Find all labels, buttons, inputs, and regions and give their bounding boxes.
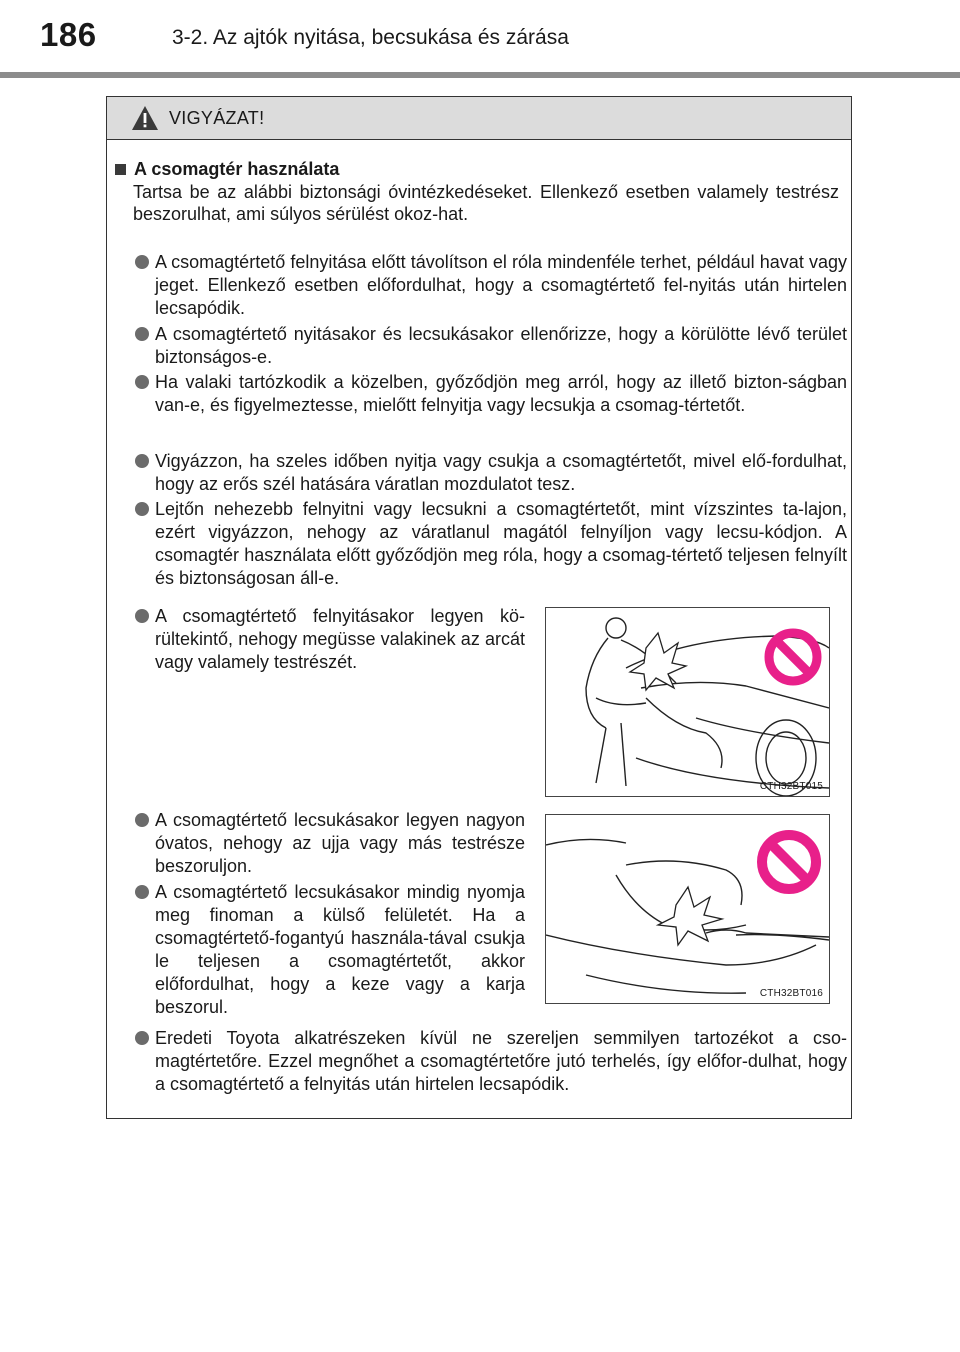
bullet-dot-icon — [135, 609, 149, 623]
bullet-dot-icon — [135, 502, 149, 516]
bullet-text: A csomagtértető felnyitásakor legyen kö-rültekintő, nehogy megüsse valakinek az arcát vagy valamely testrészét. — [155, 606, 525, 672]
bullet-text: A csomagtértető felnyitása előtt távolítson el róla mindenféle terhet, például havat vagy jeget. Ellenkező esetben előfordulhat, hogy a csomagtértető fel-nyitás után hirtelen lecsapódik. — [155, 252, 847, 318]
bullet-dot-icon — [135, 1031, 149, 1045]
heading-text: A csomagtér használata — [134, 159, 340, 179]
bullet-item — [155, 1027, 847, 1096]
bullet-item — [155, 881, 525, 1019]
bullet-item — [155, 323, 847, 369]
bullet-dot-icon — [135, 255, 149, 269]
figure-trunk-closing — [545, 814, 830, 1004]
page-number: 186 — [40, 16, 97, 53]
bullet-text: Lejtőn nehezebb felnyitni vagy lecsukni a csomagtértetőt, mint vízszintes ta-lajon, ezért vigyázzon, nehogy az váratlanul magától felnyíljon vagy lecsu-kódjon. A csomagtér használata előtt győződjön meg róla, hogy a csomag-tértető teljesen felnyílt és biztonságosan áll-e. — [155, 499, 847, 588]
figure-code: CTH32BT016 — [759, 988, 823, 999]
no-entry-icon — [764, 628, 822, 686]
bullet-text: Eredeti Toyota alkatrészeken kívül ne szereljen semmilyen tartozékot a cso-magtértetőre. Ezzel megnőhet a csomagtértetőre jutó terhelés, így előfor-dulhat, hogy a csomagtértető a felnyitás után hirtelen lecsapódik. — [155, 1028, 847, 1094]
bullet-item — [155, 251, 847, 320]
no-entry-icon — [756, 829, 822, 895]
section-title: 3-2. Az ajtók nyitása, becsukása és zárása — [172, 26, 569, 49]
warning-triangle-icon — [131, 105, 159, 131]
figure-code: CTH32BT015 — [759, 781, 823, 792]
bullet-item — [155, 809, 525, 878]
intro-text: Tartsa be az alábbi biztonsági óvintézkedéseket. Ellenkező esetben valamely testrész beszorulhat, ami súlyos sérülést okoz-hat. — [133, 182, 839, 224]
bullet-text: A csomagtértető lecsukásakor legyen nagyon óvatos, nehogy az ujja vagy más testrésze beszoruljon. — [155, 810, 525, 876]
warning-header — [107, 97, 851, 140]
figure-trunk-opening — [545, 607, 830, 797]
bullet-text: A csomagtértető lecsukásakor mindig nyomja meg finoman a külső felületét. Ha a csomagtértető-fogantyú használa-tával csukja le teljesen a csomagtértetőt, akkor előfordulhat, hogy a keze vagy a karja beszorul. — [155, 882, 525, 1017]
bullet-text: Ha valaki tartózkodik a közelben, győződjön meg arról, hogy az illető bizton-ságban van-e, és figyelmeztesse, mielőtt felnyitja vagy lecsukja a csomag-tértetőt. — [155, 372, 847, 415]
bullet-item — [155, 450, 847, 496]
square-bullet-icon — [115, 164, 126, 175]
header-rule — [0, 72, 960, 78]
bullet-dot-icon — [135, 327, 149, 341]
warning-box — [106, 96, 852, 1119]
bullet-dot-icon — [135, 885, 149, 899]
warning-label: VIGYÁZAT! — [169, 107, 265, 128]
bullet-dot-icon — [135, 375, 149, 389]
warning-heading — [115, 159, 339, 180]
bullet-item — [155, 605, 525, 674]
bullet-dot-icon — [135, 813, 149, 827]
bullet-text: Vigyázzon, ha szeles időben nyitja vagy csukja a csomagtértetőt, mivel elő-fordulhat, hogy az erős szél hatására váratlan mozdulatot tesz. — [155, 451, 847, 494]
bullet-dot-icon — [135, 454, 149, 468]
bullet-item — [155, 371, 847, 417]
bullet-text: A csomagtértető nyitásakor és lecsukásakor ellenőrizze, hogy a körülötte lévő terület biztonságos-e. — [155, 324, 847, 367]
bullet-item — [155, 498, 847, 590]
